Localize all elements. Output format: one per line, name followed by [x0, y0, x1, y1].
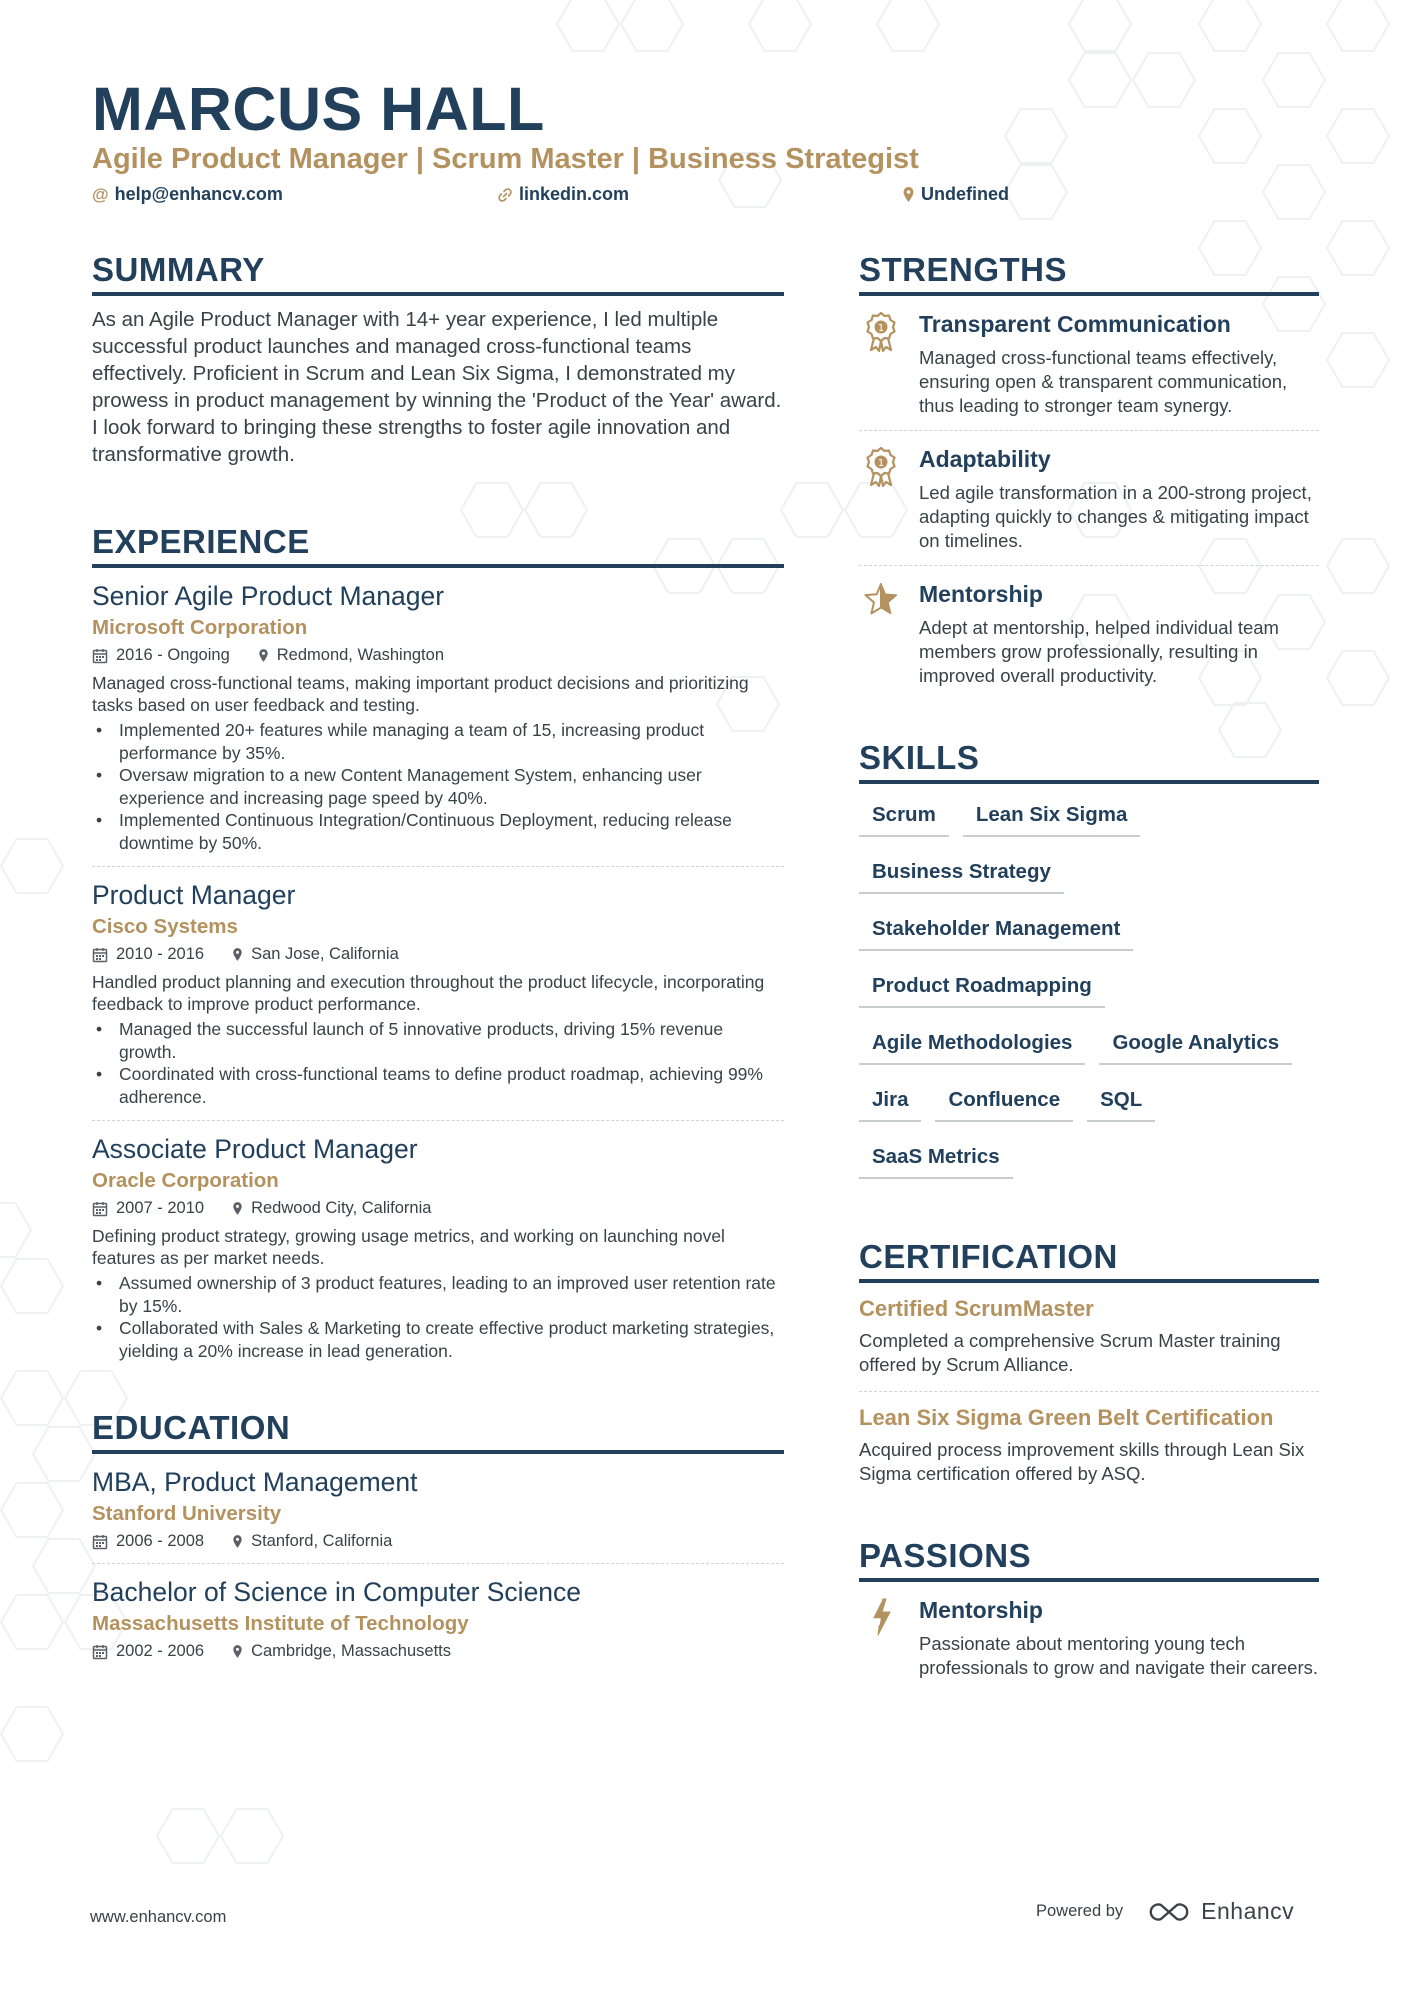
strength-description: Led agile transformation in a 200-strong project, adapting quickly to changes & mitigating impact on timelines. — [919, 482, 1312, 551]
certification-heading: CERTIFICATION — [859, 1237, 1319, 1283]
skills-section — [859, 738, 1319, 1179]
achievement-item: • Collaborated with Sales & Marketing to create effective product marketing strategies, yielding a 20% increase in lead generation. — [92, 1317, 784, 1362]
job-achievements — [92, 1272, 784, 1362]
passion-item — [859, 1582, 1319, 1692]
powered-by-label: Powered by — [1036, 1902, 1124, 1920]
contact-linkedin[interactable] — [497, 184, 629, 205]
experience-entry — [92, 568, 784, 866]
skill-tag: Lean Six Sigma — [963, 802, 1141, 837]
location-pin-icon — [258, 648, 269, 663]
skill-tag: Stakeholder Management — [859, 916, 1133, 951]
lightning-icon — [859, 1596, 903, 1680]
job-dates: 2007 - 2010 — [116, 1199, 205, 1217]
passion-title: Mentorship — [919, 1597, 1043, 1623]
degree-title: Bachelor of Science in Computer Science — [92, 1577, 582, 1607]
strength-title: Adaptability — [919, 446, 1051, 472]
achievement-item: • Oversaw migration to a new Content Management System, enhancing user experience and increasing page speed by 40%. — [92, 764, 784, 809]
achievement-item: • Coordinated with cross-functional teams to define product roadmap, achieving 99% adherence. — [92, 1063, 784, 1108]
job-achievements — [92, 719, 784, 854]
job-meta — [92, 1199, 784, 1218]
skill-tag: SQL — [1087, 1087, 1155, 1122]
certification-section — [859, 1237, 1319, 1500]
company-name: Oracle Corporation — [92, 1169, 279, 1192]
job-dates: 2016 - Ongoing — [116, 646, 230, 664]
summary-section — [92, 250, 784, 468]
strengths-heading: STRENGTHS — [859, 250, 1319, 296]
experience-section — [92, 522, 784, 1374]
location-pin-icon — [232, 1534, 243, 1549]
skill-tag: Agile Methodologies — [859, 1030, 1085, 1065]
svg-text:1: 1 — [877, 323, 885, 334]
at-sign-icon: @ — [92, 184, 109, 204]
skill-tag: Product Roadmapping — [859, 973, 1105, 1008]
skill-tag: Confluence — [935, 1087, 1073, 1122]
linkedin-text: linkedin.com — [519, 184, 630, 204]
education-section — [92, 1408, 784, 1673]
company-name: Microsoft Corporation — [92, 616, 308, 639]
job-dates: 2010 - 2016 — [116, 945, 205, 963]
skills-list — [859, 802, 1319, 1179]
enhancv-logo[interactable] — [1147, 1898, 1294, 1925]
passions-heading: PASSIONS — [859, 1536, 1319, 1582]
certification-entry — [859, 1283, 1319, 1391]
location-text: Undefined — [921, 184, 1009, 204]
school-name: Massachusetts Institute of Technology — [92, 1612, 469, 1635]
passion-description: Passionate about mentoring young tech professionals to grow and navigate their careers. — [919, 1633, 1318, 1678]
email-text: help@enhancv.com — [114, 184, 283, 204]
certification-entry — [859, 1391, 1319, 1500]
education-location: Stanford, California — [251, 1532, 393, 1550]
job-description: Managed cross-functional teams, making important product decisions and prioritizing tasks based on user feedback and testing. — [92, 673, 749, 715]
location-pin-icon — [232, 947, 243, 962]
degree-title: MBA, Product Management — [92, 1467, 418, 1497]
passions-section — [859, 1536, 1319, 1692]
achievement-item: • Implemented 20+ features while managing a team of 15, increasing product performance by 35%. — [92, 719, 784, 764]
job-meta — [92, 945, 784, 964]
skill-tag: Scrum — [859, 802, 949, 837]
job-location: Redwood City, California — [251, 1199, 432, 1217]
calendar-icon — [92, 947, 108, 963]
skill-tag: Business Strategy — [859, 859, 1064, 894]
strength-title: Mentorship — [919, 581, 1043, 607]
education-dates: 2006 - 2008 — [116, 1532, 205, 1550]
calendar-icon — [92, 648, 108, 664]
location-pin-icon — [232, 1644, 243, 1659]
job-meta — [92, 646, 784, 665]
certification-description: Completed a comprehensive Scrum Master training offered by Scrum Alliance. — [859, 1330, 1281, 1375]
strength-item — [859, 565, 1319, 700]
achievement-item: • Implemented Continuous Integration/Continuous Deployment, reducing release downtime by 50%. — [92, 809, 784, 854]
job-title: Associate Product Manager — [92, 1134, 418, 1164]
calendar-icon — [92, 1201, 108, 1217]
experience-entry — [92, 866, 784, 1120]
candidate-name: MARCUS HALL — [92, 75, 545, 143]
strength-description: Managed cross-functional teams effectively, ensuring open & transparent communication, thus leading to stronger team synergy. — [919, 347, 1288, 416]
company-name: Cisco Systems — [92, 915, 238, 938]
award-ribbon-icon — [859, 310, 903, 418]
achievement-item: • Managed the successful launch of 5 innovative products, driving 15% revenue growth. — [92, 1018, 784, 1063]
education-entry — [92, 1454, 784, 1563]
experience-heading: EXPERIENCE — [92, 522, 784, 568]
footer-website[interactable]: www.enhancv.com — [90, 1908, 227, 1926]
job-title: Senior Agile Product Manager — [92, 581, 445, 611]
education-entry — [92, 1563, 784, 1673]
strength-item — [859, 430, 1319, 565]
strength-item — [859, 296, 1319, 430]
job-description: Defining product strategy, growing usage metrics, and working on launching novel features as per market needs. — [92, 1226, 725, 1268]
education-location: Cambridge, Massachusetts — [251, 1642, 451, 1660]
experience-entry — [92, 1120, 784, 1374]
skill-tag: SaaS Metrics — [859, 1144, 1013, 1179]
education-heading: EDUCATION — [92, 1408, 784, 1454]
job-description: Handled product planning and execution throughout the product lifecycle, incorporating feedback to improve product performance. — [92, 972, 765, 1014]
calendar-icon — [92, 1534, 108, 1550]
education-meta — [92, 1642, 784, 1661]
brand-name: Enhancv — [1201, 1898, 1295, 1924]
skill-tag: Jira — [859, 1087, 921, 1122]
contact-email[interactable] — [92, 184, 283, 205]
link-icon — [497, 187, 513, 203]
right-column — [859, 250, 1319, 1692]
location-pin-icon — [232, 1201, 243, 1216]
job-location: San Jose, California — [251, 945, 399, 963]
svg-text:1: 1 — [877, 458, 885, 469]
strength-description: Adept at mentorship, helped individual team members grow professionally, resulting in improved overall productivity. — [919, 617, 1279, 686]
education-meta — [92, 1532, 784, 1551]
enhancv-logo-icon — [1147, 1901, 1193, 1923]
school-name: Stanford University — [92, 1502, 282, 1525]
achievement-item: • Assumed ownership of 3 product features, leading to an improved user retention rate by 15%. — [92, 1272, 784, 1317]
summary-text: As an Agile Product Manager with 14+ year experience, I led multiple successful product launches and managed cross-functional teams effectively. Proficient in Scrum and Lean Six Sigma, I demonstrated my prowess in product management by winning the 'Product of the Year' award. I look forward to bringing these strengths to foster agile innovation and transformative growth. — [92, 308, 782, 466]
strength-title: Transparent Communication — [919, 311, 1231, 337]
candidate-headline: Agile Product Manager | Scrum Master | Business Strategist — [92, 143, 919, 175]
award-ribbon-icon — [859, 445, 903, 553]
calendar-icon — [92, 1644, 108, 1660]
location-pin-icon — [902, 186, 915, 203]
job-location: Redmond, Washington — [276, 646, 444, 664]
education-dates: 2002 - 2006 — [116, 1642, 205, 1660]
left-column — [92, 250, 784, 1673]
certification-title: Lean Six Sigma Green Belt Certification — [859, 1405, 1274, 1430]
star-icon — [859, 580, 903, 688]
certification-description: Acquired process improvement skills through Lean Six Sigma certification offered by ASQ. — [859, 1439, 1305, 1484]
summary-heading: SUMMARY — [92, 250, 784, 296]
job-title: Product Manager — [92, 880, 296, 910]
footer-branding — [1036, 1898, 1294, 1925]
certification-title: Certified ScrumMaster — [859, 1296, 1094, 1321]
strengths-section — [859, 250, 1319, 700]
skills-heading: SKILLS — [859, 738, 1319, 784]
job-achievements — [92, 1018, 784, 1108]
contact-location — [902, 184, 1009, 205]
skill-tag: Google Analytics — [1099, 1030, 1292, 1065]
